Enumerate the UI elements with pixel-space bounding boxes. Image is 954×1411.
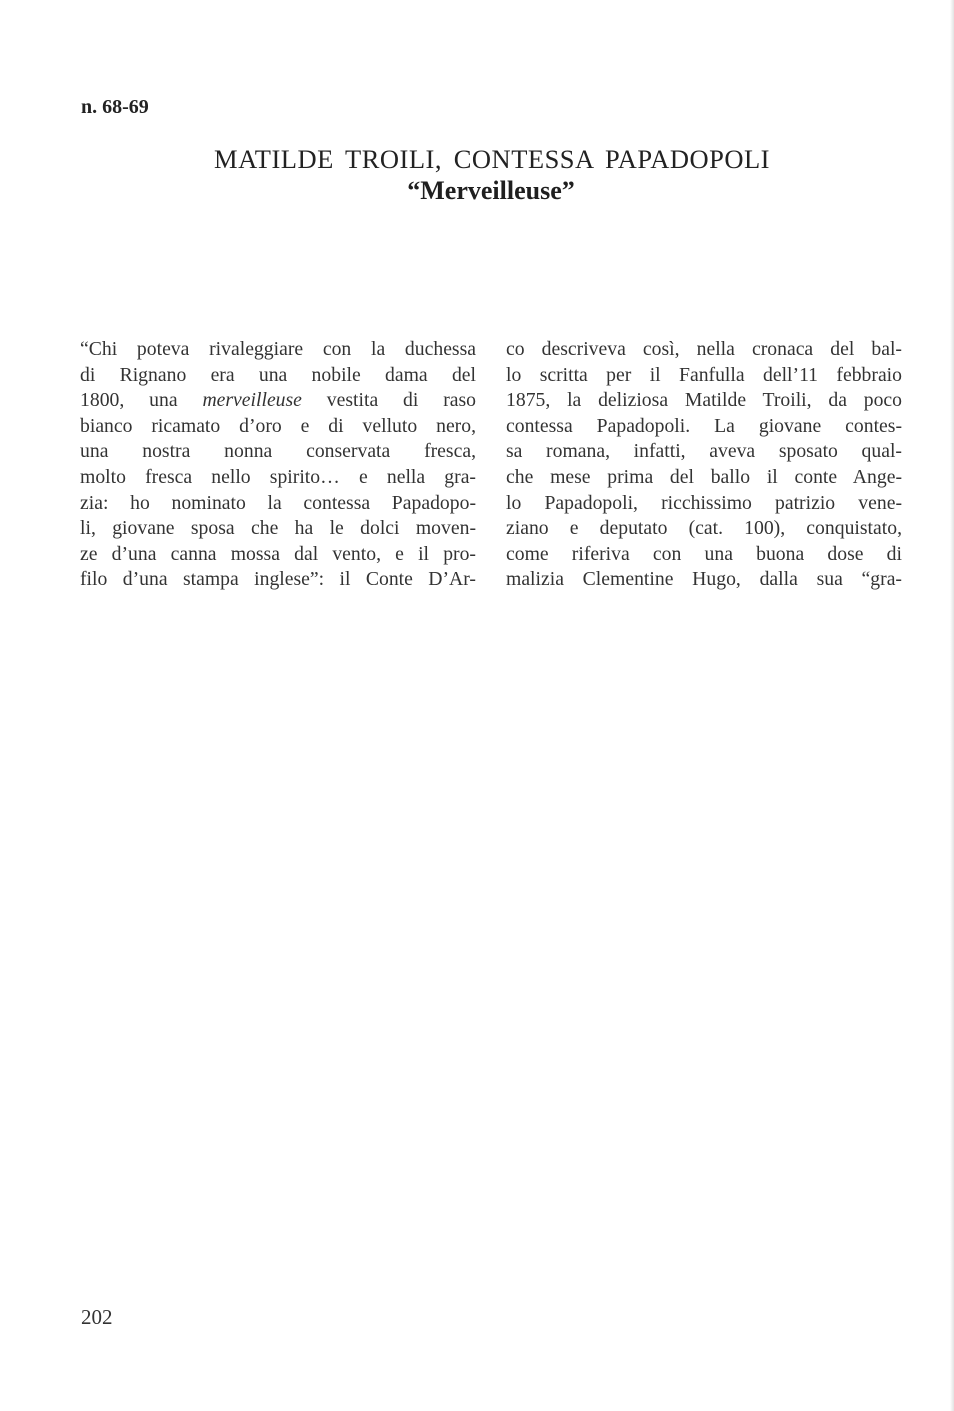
- text-line: lo scritta per il Fanfulla dell’11 febbraio: [506, 363, 902, 386]
- text-line: contessa Papadopoli. La giovane contes-: [506, 414, 902, 437]
- text-line: come riferiva con una buona dose di: [506, 542, 902, 565]
- text-line-with-italic: [80, 388, 476, 414]
- page-number: 202: [81, 1305, 113, 1329]
- text-line: ze d’una canna mossa dal vento, e il pro-: [80, 542, 476, 565]
- entry-number: n. 68-69: [81, 96, 149, 118]
- text-line: molto fresca nello spirito… e nella gra-: [80, 465, 476, 488]
- text-line: bianco ricamato d’oro e di velluto nero,: [80, 414, 476, 437]
- text-line: 1875, la deliziosa Matilde Troili, da poco: [506, 389, 902, 412]
- text-fragment: 1800, una: [80, 389, 203, 412]
- italic-term: merveilleuse: [202, 389, 302, 412]
- text-line: malizia Clementine Hugo, dalla sua “gra-: [506, 568, 902, 591]
- text-line: zia: ho nominato la contessa Papadopo-: [80, 491, 476, 514]
- text-line: li, giovane sposa che ha le dolci moven-: [80, 517, 476, 540]
- right-column: [506, 337, 902, 593]
- left-column: [80, 337, 476, 593]
- text-line: co descriveva così, nella cronaca del bal-: [506, 338, 902, 360]
- text-line: filo d’una stampa inglese”: il Conte D’Ar-: [80, 568, 476, 591]
- text-line: una nostra nonna conservata fresca,: [80, 440, 476, 463]
- text-line: di Rignano era una nobile dama del: [80, 363, 476, 386]
- text-fragment: vestita di raso: [301, 389, 476, 412]
- page-edge: [950, 0, 954, 1411]
- page-title: MATILDE TROILI, CONTESSA PAPADOPOLI: [214, 144, 770, 174]
- text-line: sa romana, infatti, aveva sposato qual-: [506, 440, 902, 463]
- text-line: “Chi poteva rivaleggiare con la duchessa: [80, 338, 476, 360]
- text-line: ziano e deputato (cat. 100), conquistato,: [506, 517, 902, 540]
- text-line: che mese prima del ballo il conte Ange-: [506, 465, 902, 488]
- text-line: lo Papadopoli, ricchissimo patrizio vene-: [506, 491, 902, 514]
- page-subtitle: “Merveilleuse”: [407, 176, 575, 205]
